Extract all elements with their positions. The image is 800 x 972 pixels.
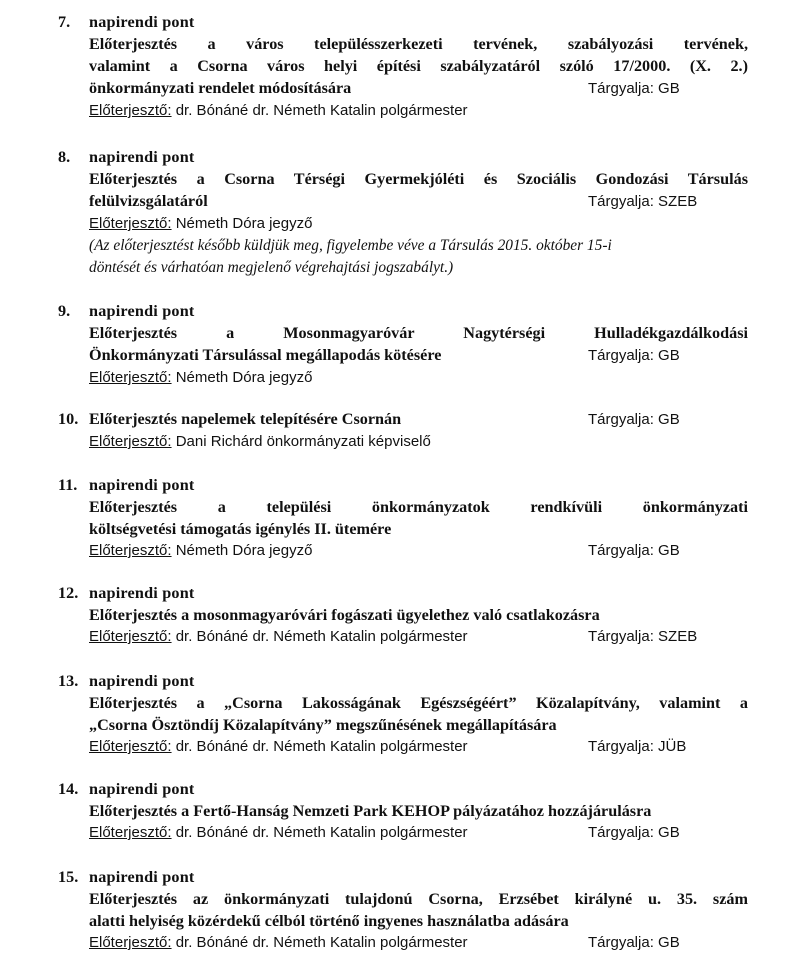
- committee-label: Tárgyalja: GB: [588, 80, 680, 97]
- item-heading: napirendi pont: [89, 672, 195, 690]
- presenter-label: Előterjesztő:: [89, 824, 172, 841]
- item-heading: napirendi pont: [89, 13, 195, 31]
- committee-label: Tárgyalja: SZEB: [588, 193, 698, 210]
- committee-label: Tárgyalja: GB: [588, 542, 680, 559]
- agenda-item-9: [58, 300, 748, 389]
- presenter-line: [89, 100, 748, 122]
- agenda-item-12: [58, 582, 748, 648]
- committee-label: Tárgyalja: GB: [588, 934, 680, 951]
- item-number: 7.: [58, 13, 71, 31]
- presenter-name: dr. Bónáné dr. Németh Katalin polgármester: [171, 934, 468, 951]
- item-title-line: Előterjesztés az önkormányzati tulajdonú Csorna, Erzsébet királyné u. 35. szám: [89, 890, 748, 908]
- presenter-line: [89, 367, 748, 389]
- presenter-line: [89, 932, 468, 954]
- presenter-line: [89, 213, 748, 235]
- item-title-line: Előterjesztés a város településszerkezeti tervének, szabályozási tervének,: [89, 35, 748, 53]
- item-heading: napirendi pont: [89, 302, 195, 320]
- agenda-item-13: [58, 670, 748, 758]
- item-title-line: alatti helyiség közérdekű célból történő ingyenes használatba adására: [89, 912, 569, 930]
- item-number: 10.: [58, 410, 79, 428]
- agenda-item-15: [58, 866, 748, 954]
- presenter-name: Németh Dóra jegyző: [171, 215, 313, 232]
- presenter-label: Előterjesztő:: [89, 215, 172, 232]
- presenter-name: dr. Bónáné dr. Németh Katalin polgármester: [171, 824, 468, 841]
- committee-label: Tárgyalja: GB: [588, 411, 680, 428]
- presenter-name: dr. Bónáné dr. Németh Katalin polgármester: [171, 628, 468, 645]
- item-number: 13.: [58, 672, 79, 690]
- item-title-line: „Csorna Ösztöndíj Közalapítvány” megszűnésének megállapítására: [89, 716, 557, 734]
- item-title-line: Előterjesztés napelemek telepítésére Csornán: [89, 410, 402, 428]
- item-number: 11.: [58, 476, 78, 494]
- item-heading: napirendi pont: [89, 476, 195, 494]
- presenter-line: [89, 626, 468, 648]
- item-note-line: döntését és várhatóan megjelenő végrehajtási jogszabályt.): [89, 259, 454, 276]
- item-heading: napirendi pont: [89, 780, 195, 798]
- presenter-label: Előterjesztő:: [89, 102, 172, 119]
- presenter-label: Előterjesztő:: [89, 433, 172, 450]
- item-heading: napirendi pont: [89, 148, 195, 166]
- agenda-item-7: [58, 11, 748, 122]
- presenter-name: dr. Bónáné dr. Németh Katalin polgármester: [171, 738, 468, 755]
- presenter-name: Németh Dóra jegyző: [171, 369, 313, 386]
- agenda-item-11: [58, 474, 748, 562]
- item-title-line: Előterjesztés a Fertő-Hanság Nemzeti Park KEHOP pályázatához hozzájárulásra: [89, 802, 652, 820]
- item-note-line: (Az előterjesztést később küldjük meg, figyelembe véve a Társulás 2015. október 15-i: [89, 237, 612, 254]
- item-title-line: valamint a Csorna város helyi építési szabályzatáról szóló 17/2000. (X. 2.): [89, 57, 748, 75]
- presenter-label: Előterjesztő:: [89, 369, 172, 386]
- presenter-line: [89, 736, 468, 758]
- item-title-line: költségvetési támogatás igénylés II. ütemére: [89, 520, 392, 538]
- presenter-label: Előterjesztő:: [89, 542, 172, 559]
- item-heading: napirendi pont: [89, 584, 195, 602]
- item-title-line: Előterjesztés a Mosonmagyaróvár Nagytérségi Hulladékgazdálkodási: [89, 324, 748, 342]
- agenda-item-14: [58, 778, 748, 844]
- item-title-line: önkormányzati rendelet módosítására: [89, 79, 352, 97]
- item-number: 15.: [58, 868, 79, 886]
- committee-label: Tárgyalja: JÜB: [588, 738, 687, 755]
- item-title-line: Előterjesztés a Csorna Térségi Gyermekjóléti és Szociális Gondozási Társulás: [89, 170, 748, 188]
- item-title-line: Előterjesztés a települési önkormányzatok rendkívüli önkormányzati: [89, 498, 748, 516]
- presenter-line: [89, 431, 748, 453]
- item-title-line: felülvizsgálatáról: [89, 192, 208, 210]
- item-title-line: Önkormányzati Társulással megállapodás kötésére: [89, 346, 442, 364]
- item-number: 8.: [58, 148, 71, 166]
- committee-label: Tárgyalja: GB: [588, 824, 680, 841]
- item-title-line: Előterjesztés a „Csorna Lakosságának Egészségéért” Közalapítvány, valamint a: [89, 694, 748, 712]
- presenter-label: Előterjesztő:: [89, 738, 172, 755]
- presenter-name: Németh Dóra jegyző: [171, 542, 313, 559]
- presenter-label: Előterjesztő:: [89, 628, 172, 645]
- committee-label: Tárgyalja: GB: [588, 347, 680, 364]
- item-heading: napirendi pont: [89, 868, 195, 886]
- presenter-name: Dani Richárd önkormányzati képviselő: [171, 433, 431, 450]
- presenter-line: [89, 822, 468, 844]
- item-number: 12.: [58, 584, 79, 602]
- item-number: 14.: [58, 780, 79, 798]
- item-number: 9.: [58, 302, 71, 320]
- agenda-item-10: [58, 408, 748, 453]
- presenter-line: [89, 540, 312, 562]
- presenter-label: Előterjesztő:: [89, 934, 172, 951]
- agenda-item-8: [58, 146, 748, 279]
- item-title-line: Előterjesztés a mosonmagyaróvári fogászati ügyelethez való csatlakozásra: [89, 606, 600, 624]
- committee-label: Tárgyalja: SZEB: [588, 628, 698, 645]
- presenter-name: dr. Bónáné dr. Németh Katalin polgármester: [171, 102, 468, 119]
